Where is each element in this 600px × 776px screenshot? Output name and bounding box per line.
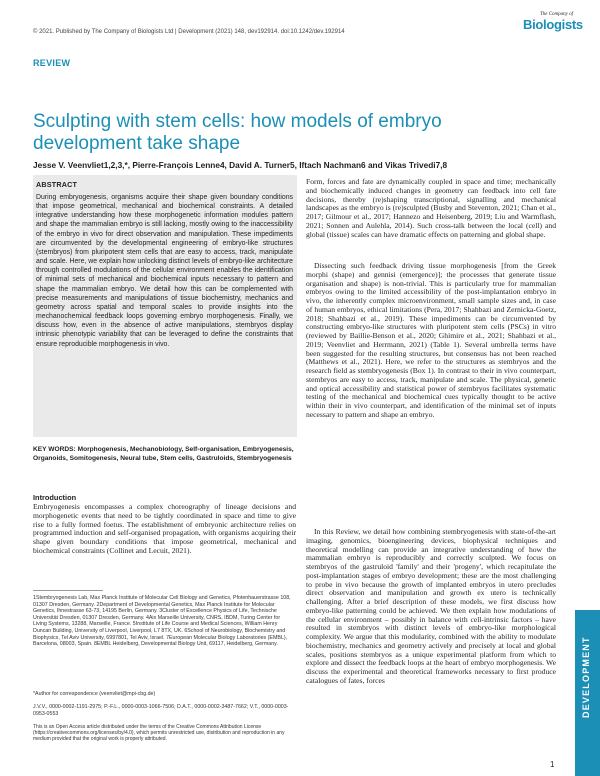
orcid-footnote: J.V.V., 0000-0002-1191-2975; P.-F.L., 0000-0003-1066-7506; D.A.T., 0000-0002-3487-7662; V.T., 0000-0003-0953-0553	[33, 704, 289, 717]
correspondence-footnote: *Author for correspondence (veenvliet@mpi-cbg.de)	[33, 691, 156, 697]
logo-main-text: Biologists	[523, 17, 583, 32]
logo-top-text: The Company of	[539, 12, 573, 17]
right-paragraph-2: Dissecting such feedback driving tissue morphogenesis [from the Greek morphi (shape) and gennisi (emergence)]; the processes that generate tissue organisation and shape) is non-trivial. This is particularly true for mammalian embryos owing to the limited accessibility of the post-implantation embryo in vivo, the inherently complex microenvironment, small sample sizes and, in case of human embryos, ethical limitations (Pera, 2017; Shahbazi and Zernicka-Goetz, 2018; Shahbazi et al., 2019). These impediments can be circumvented by constructing embryo-like structures with pluripotent stem cells (PSCs) in vitro (reviewed by Baillie-Benson et al., 2020; Ghimire et al., 2021; Shahbazi et al., 2019; Veenvliet and Herrmann, 2021) (Table 1). Several umbrella terms have been suggested for the resulting structures, but consensus has not been reached (Matthews et al., 2021). Here, we refer to the structures as stembryos and the research field as stembryogenesis (Box 1). In contrast to their in vivo counterpart, stembryos are easy to access, track, manipulate and scale. The physical, genetic and optical accessibility and statistical power of stembryos facilitates systematic testing of the mechanical and biochemical cues typically thought to be active within their in vivo counterpart, and identification of the minimal set of inputs necessary to pattern and shape an embryo.	[306, 262, 556, 419]
page-number: 1	[550, 760, 555, 769]
right-paragraph-1: Form, forces and fate are dynamically coupled in space and time; mechanically and biochemically induced changes in geometry can feedback into cell fate decisions, thereby (re)shaping transcriptional, signalling and mechanical landscapes as the embryo is (re)sculpted (Busby and Steventon, 2021; Chan et al., 2017; Gilmour et al., 2017; Hannezo and Heisenberg, 2019; Liu and Warmflash, 2021; Sonnen and Aulehla, 2014). Such cross-talk between the local (cell) and global (tissue) scales can have dramatic effects on patterning and global shape.	[306, 178, 556, 239]
abstract-heading: ABSTRACT	[36, 180, 78, 189]
right-paragraph-3: In this Review, we detail how combining stembryogenesis with state-of-the-art imaging, genomics, bioengineering devices, biophysical techniques and theoretical modelling can provide an integrative understanding of how the mammalian embryo is reproducibly and correctly sculpted. We focus on stembryos of the gastruloid 'family' and their 'progeny', which recapitulate the post-implantation stages of embryo development; these are the most challenging to probe in vivo because the growth of implanted embryos in utero precludes direct observation and manipulation and growth ex utero is technically challenging. After a brief description of these models, we first discuss how embryo-like patterning could be achieved. We then explain how modulations of the cellular environment – possibly in balance with cell-intrinsic factors – have resulted in stembryos with distinct levels of embryo-like morphological complexity. We argue that this modularity, combined with the ability to modulate biochemistry, mechanics and geometry actively and precisely at local and global scales, positions stembryos as a unique experimental platform from which to explore and dissect the feedback loops at the heart of embryo morphogenesis. We discuss the experimental and theoretical frameworks necessary to first produce catalogues of fates, forces	[306, 528, 556, 685]
author-list: Jesse V. Veenvliet1,2,3,*, Pierre-François Lenne4, David A. Turner5, Iftach Nachman6 and Vikas Trivedi7,8	[33, 160, 448, 170]
abstract-text: During embryogenesis, organisms acquire their shape given boundary conditions that impose geometrical, mechanical and biochemical constraints. A detailed integrative understanding how these morphogenetic information modules pattern and shape the mammalian embryo is still lacking, mostly owing to the inaccessibility of the embryo in vivo for direct observation and manipulation. These impediments are circumvented by the developmental engineering of embryo-like structures (stembryos) from pluripotent stem cells that are easy to access, track, manipulate and scale. Here, we explain how unlocking distinct levels of embryo-like architecture through controlled modulations of the cellular environment enables the identification of minimal sets of mechanical and biochemical inputs necessary to pattern and shape the mammalian embryo. We detail how this can be complemented with precise measurements and manipulations of tissue biochemistry, mechanics and geometry across spatial and temporal scales to provide insights into the mechanochemical feedback loops governing embryo morphogenesis. Finally, we discuss how, even in the absence of active manipulations, stembryos display intrinsic phenotypic variability that can be leveraged to define the constraints that ensure reproducible morphogenesis in vivo.	[36, 194, 293, 348]
publisher-logo[interactable]	[523, 12, 583, 32]
license-footnote: This is an Open Access article distributed under the terms of the Creative Commons Attribution License (https://creativecommons.org/licenses/by/4.0), which permits unrestricted use, distribution and reproduction in any medium provided that the original work is properly attributed.	[33, 724, 285, 743]
intro-paragraph: Embryogenesis encompasses a complex choreography of lineage decisions and morphogenetic events that need to be tightly coordinated in space and time to give rise to a fully formed foetus. The establishment of embryonic architecture relies on programmed induction and self-organised propagation, with organisms acquiring their shape given boundary conditions that impose geometrical, mechanical and biochemical constraints (Collinet and Lecuit, 2021).	[33, 503, 296, 555]
affiliations-footnote: 1Stembryogenesis Lab, Max Planck Institute of Molecular Cell Biology and Genetics, Pfotenhauerstrasse 108, 01307 Dresden, Germany. 2Department of Developmental Genetics, Max Planck Institute for Molecular Genetics, Ihnestrasse 63-73, 14195 Berlin, Germany. 3Cluster of Excellence Physics of Life, Technische Universität Dresden, 01307 Dresden, Germany. 4Aix Marseille University, CNRS, IBDM, Turing Center for Living Systems, 13288, Marseille, France. 5Institute of Life Course and Medical Sciences, William Henry Duncan Building, University of Liverpool, Liverpool, L7 8TX, UK. 6School of Neurobiology, Biochemistry and Biophysics, Tel Aviv University, 6997801, Tel Aviv, Israel. 7European Molecular Biology Laboratories (EMBL), Barcelona, 08003, Spain. 8EMBL Heidelberg, Developmental Biology Unit, 69117, Heidelberg, Germany.	[33, 595, 291, 648]
journal-sidebar-label: DEVELOPMENT	[581, 636, 591, 718]
section-label: REVIEW	[33, 58, 71, 68]
keywords: KEY WORDS: Morphogenesis, Mechanobiology, Self-organisation, Embryogenesis, Organoids, Somitogenesis, Neural tube, Stem cells, Gastruloids, Stembryogenesis	[33, 446, 294, 462]
article-title: Sculpting with stem cells: how models of embryo development take shape	[33, 111, 442, 154]
footnote-divider	[33, 590, 103, 591]
intro-heading: Introduction	[33, 493, 77, 502]
citation-header: © 2021. Published by The Company of Biologists Ltd | Development (2021) 148, dev192914. doi:10.1242/dev.192914	[33, 29, 345, 35]
